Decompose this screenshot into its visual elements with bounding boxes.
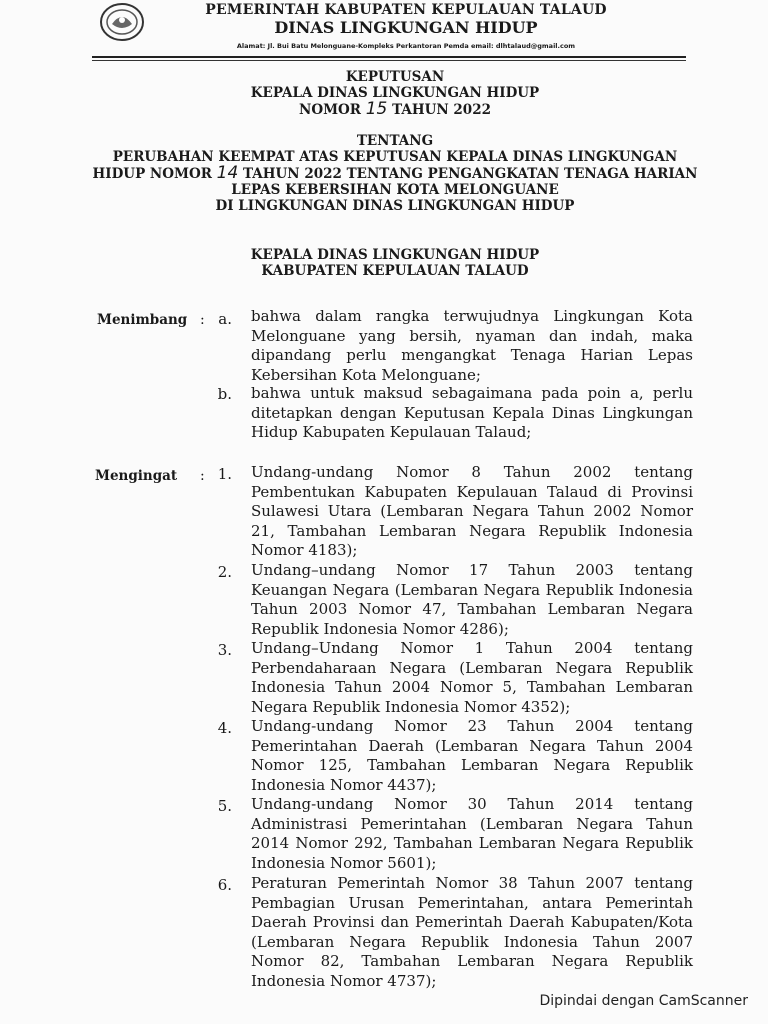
decree-title [60, 69, 730, 118]
mengingat-marker-2: 2. [217, 563, 232, 581]
mengingat-colon: : [200, 468, 205, 484]
letterhead-government-name: PEMERINTAH KABUPATEN KEPULAUAN TALAUD [205, 2, 607, 18]
mengingat-item-3: Undang–Undang Nomor 1 Tahun 2004 tentang Perbendaharaan Negara (Lembaran Negara Republik Indonesia Tahun 2004 Nomor 5, Tambahan Lembaran Negara Republik Indonesia Nomor 4352); [251, 639, 693, 716]
decree-number-suffix: TAHUN 2022 [392, 102, 491, 118]
regency-emblem-logo [98, 2, 146, 42]
decree-subject [60, 133, 730, 214]
subject-line2 [60, 165, 730, 182]
mengingat-marker-1: 1. [217, 465, 232, 483]
letterhead-address: Alamat: Jl. Bui Batu Melonguane-Kompleks Perkantoran Pemda email: dlhtalaud@gmail.com [236, 42, 576, 50]
decree-title-line1: KEPUTUSAN [345, 69, 445, 85]
decree-title-line2: KEPALA DINAS LINGKUNGAN HIDUP [250, 85, 540, 101]
subject-number-handwritten: 14 [216, 163, 239, 183]
letterhead-rule-thin [92, 60, 686, 61]
menimbang-marker-a: a. [218, 310, 232, 328]
subject-line4: DI LINGKUNGAN DINAS LINGKUNGAN HIDUP [215, 198, 575, 214]
mengingat-item-2: Undang–undang Nomor 17 Tahun 2003 tentang Keuangan Negara (Lembaran Negara Republik Indonesia Tahun 2003 Nomor 47, Tambahan Lembaran Negara Republik Indonesia Nomor 4286); [251, 561, 693, 638]
menimbang-marker-b: b. [217, 385, 232, 403]
menimbang-item-a: bahwa dalam rangka terwujudnya Lingkungan Kota Melonguane yang bersih, nyaman dan indah, maka dipandang perlu mengangkat Tenaga Harian Lepas Kebersihan Kota Melonguane; [251, 307, 693, 384]
mengingat-item-1: Undang-undang Nomor 8 Tahun 2002 tentang Pembentukan Kabupaten Kepulauan Talaud di Provinsi Sulawesi Utara (Lembaran Negara Tahun 2002 Nomor 21, Tambahan Lembaran Negara Republik Indonesia Nomor 4183); [251, 463, 693, 559]
subject-line2-prefix: HIDUP NOMOR [92, 166, 212, 182]
menimbang-label: Menimbang [97, 312, 188, 328]
subject-heading: TENTANG [356, 133, 434, 149]
subject-line1: PERUBAHAN KEEMPAT ATAS KEPUTUSAN KEPALA DINAS LINGKUNGAN [112, 149, 678, 165]
mengingat-marker-3: 3. [217, 641, 232, 659]
camscanner-watermark: Dipindai dengan CamScanner [539, 993, 748, 1009]
menimbang-colon: : [200, 312, 205, 328]
mengingat-item-4: Undang-undang Nomor 23 Tahun 2004 tentang Pemerintahan Daerah (Lembaran Negara Tahun 2004 Nomor 125, Tambahan Lembaran Negara Republik Indonesia Nomor 4437); [251, 717, 693, 794]
mengingat-item-5: Undang-undang Nomor 30 Tahun 2014 tentang Administrasi Pemerintahan (Lembaran Negara Tahun 2014 Nomor 292, Tambahan Lembaran Negara Republik Indonesia Nomor 5601); [251, 795, 693, 872]
menimbang-item-b: bahwa untuk maksud sebagaimana pada poin a, perlu ditetapkan dengan Keputusan Kepala Dinas Lingkungan Hidup Kabupaten Kepulauan Talaud; [251, 384, 693, 441]
mengingat-marker-5: 5. [217, 797, 232, 815]
authority-line2: KABUPATEN KEPULAUAN TALAUD [261, 263, 529, 279]
decree-number-line [60, 101, 730, 118]
issuing-authority [60, 247, 730, 279]
mengingat-marker-4: 4. [217, 719, 232, 737]
subject-line2-suffix: TAHUN 2022 TENTANG PENGANGKATAN TENAGA HARIAN [243, 166, 698, 182]
authority-line1: KEPALA DINAS LINGKUNGAN HIDUP [250, 247, 540, 263]
subject-line3: LEPAS KEBERSIHAN KOTA MELONGUANE [231, 182, 559, 198]
mengingat-label: Mengingat [95, 468, 178, 484]
decree-number-prefix: NOMOR [298, 102, 362, 118]
letterhead-rule [92, 56, 686, 58]
mengingat-item-6: Peraturan Pemerintah Nomor 38 Tahun 2007 tentang Pembagian Urusan Pemerintahan, antara Pemerintah Daerah Provinsi dan Pemerintah Daerah Kabupaten/Kota (Lembaran Negara Republik Indonesia Tahun 2007 Nomor 82, Tambahan Lembaran Negara Republik Indonesia Nomor 4737); [251, 874, 693, 990]
letterhead-agency-name: DINAS LINGKUNGAN HIDUP [274, 18, 538, 37]
decree-number-handwritten: 15 [365, 99, 388, 119]
mengingat-marker-6: 6. [217, 876, 232, 894]
